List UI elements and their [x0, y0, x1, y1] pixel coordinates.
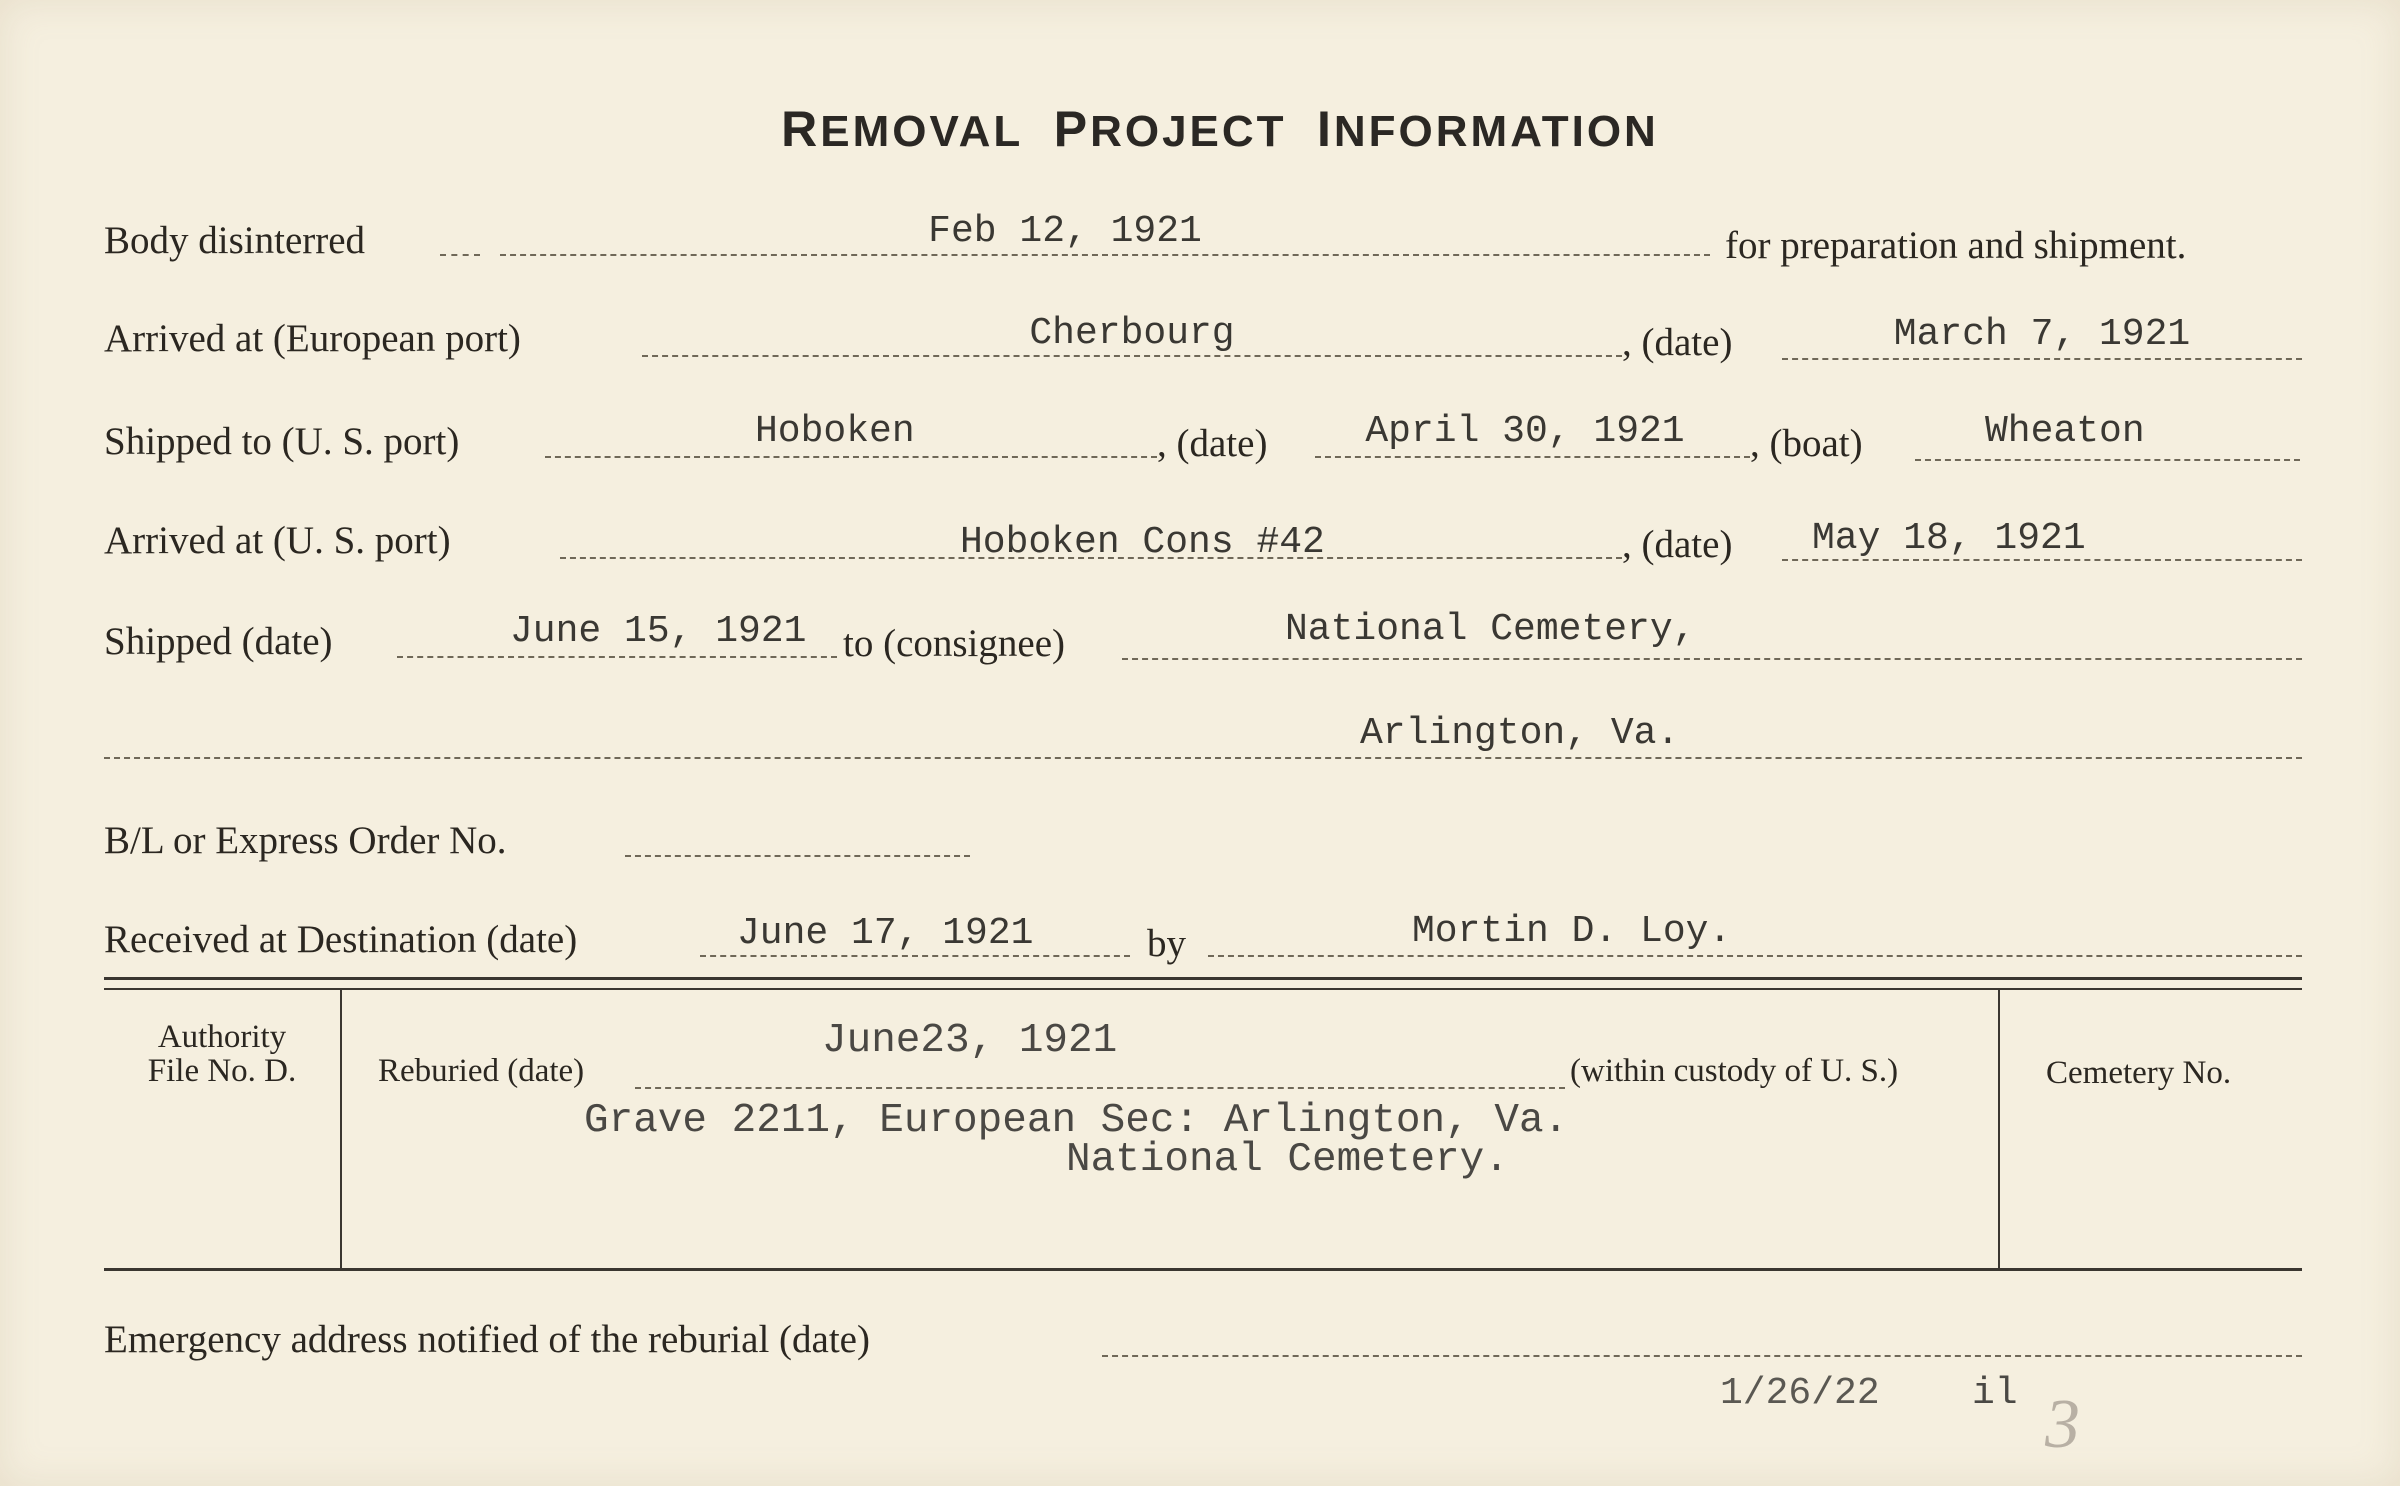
title-rest-project: ROJECT	[1090, 107, 1287, 156]
file-no-label: File No. D.	[147, 1053, 297, 1089]
authority-label: Authority	[157, 1019, 287, 1055]
shipped-date-value: June 15, 1921	[510, 610, 807, 653]
eu-port-label: Arrived at (European port)	[104, 317, 521, 360]
us-ship-date-value: April 30, 1921	[1365, 410, 1685, 453]
eu-date-line	[1782, 358, 2302, 360]
consignee-line-2	[104, 757, 2302, 759]
by-line	[1208, 955, 2302, 957]
authority-cell	[104, 1020, 340, 1088]
us-arr-label: Arrived at (U. S. port)	[104, 519, 451, 562]
disinterred-suffix: for preparation and shipment.	[1725, 224, 2187, 267]
by-label: by	[1147, 922, 1186, 965]
eu-port-line	[642, 355, 1622, 357]
received-line	[700, 955, 1130, 957]
us-ship-date-label: , (date)	[1157, 422, 1268, 465]
us-arr-value: Hoboken Cons #42	[960, 521, 1325, 564]
title-rest-information: NFORMATION	[1333, 107, 1659, 156]
us-ship-date-line	[1315, 456, 1750, 458]
received-value: June 17, 1921	[737, 912, 1034, 955]
bl-line	[625, 855, 970, 857]
page-title	[0, 100, 2400, 158]
consignee-line	[1122, 658, 2302, 660]
reburied-value: June23, 1921	[822, 1018, 1118, 1064]
consignee-value-2: Arlington, Va.	[1360, 712, 1680, 755]
grave-line-1: Grave 2211, European Sec: Arlington, Va.	[584, 1098, 1569, 1144]
cemetery-no-label: Cemetery No.	[2046, 1055, 2232, 1091]
reburied-line	[635, 1087, 1565, 1089]
disinterred-lead-line	[440, 254, 480, 256]
title-letter-r: R	[781, 101, 821, 157]
us-ship-value: Hoboken	[755, 410, 915, 453]
eu-date-value: March 7, 1921	[1893, 313, 2191, 356]
disinterred-line	[500, 254, 1710, 256]
us-arr-date-value: May 18, 1921	[1812, 517, 2086, 560]
boat-label: , (boat)	[1750, 422, 1863, 465]
consignee-value-1: National Cemetery,	[1285, 608, 1696, 651]
boat-value: Wheaton	[1985, 410, 2145, 453]
title-rest-removal: EMOVAL	[820, 107, 1024, 156]
box-top-rule-1	[104, 977, 2302, 980]
clerk-initials: il	[1972, 1372, 2018, 1415]
disinterred-label: Body disinterred	[104, 219, 366, 262]
pencil-mark: 3	[2045, 1386, 2080, 1463]
grave-line-2: National Cemetery.	[1066, 1137, 1509, 1183]
box-divider-right	[1998, 990, 2000, 1268]
received-label: Received at Destination (date)	[104, 918, 578, 961]
shipped-date-line	[397, 656, 837, 658]
disinterred-value: Feb 12, 1921	[928, 210, 1202, 253]
us-ship-line	[545, 456, 1157, 458]
custody-label: (within custody of U. S.)	[1570, 1053, 1899, 1089]
bl-label: B/L or Express Order No.	[104, 819, 507, 862]
by-value: Mortin D. Loy.	[1412, 910, 1732, 953]
title-letter-p: P	[1053, 101, 1091, 157]
emergency-line	[1102, 1355, 2302, 1357]
emergency-label: Emergency address notified of the reburial (date)	[104, 1318, 870, 1361]
stamp-date: 1/26/22	[1720, 1372, 1880, 1415]
shipped-date-label: Shipped (date)	[104, 620, 333, 663]
box-bottom-rule	[104, 1268, 2302, 1271]
box-divider-left	[340, 990, 342, 1268]
us-ship-label: Shipped to (U. S. port)	[104, 420, 460, 463]
us-arr-date-label: , (date)	[1622, 523, 1733, 566]
eu-port-value: Cherbourg	[1029, 312, 1235, 355]
consignee-label: to (consignee)	[843, 622, 1066, 665]
reburied-label: Reburied (date)	[378, 1053, 585, 1089]
boat-line	[1915, 459, 2300, 461]
title-letter-i: I	[1317, 101, 1334, 157]
eu-date-label: , (date)	[1622, 321, 1733, 364]
box-top-rule-2	[104, 988, 2302, 990]
